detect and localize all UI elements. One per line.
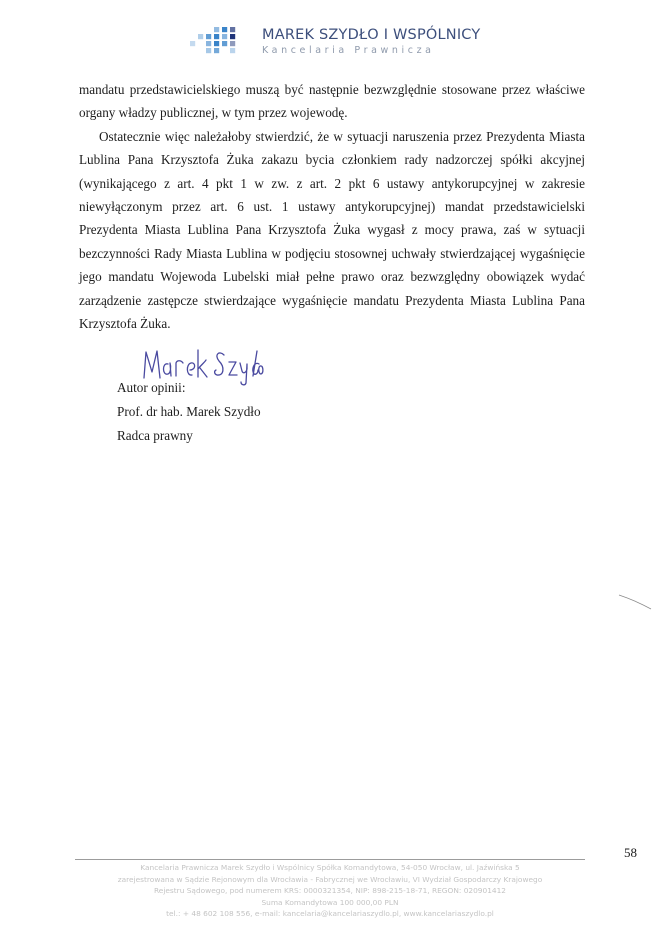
- page-number: 58: [624, 845, 637, 860]
- logo-square: [222, 34, 227, 39]
- author-block: [117, 376, 261, 448]
- logo-square: [230, 34, 235, 39]
- paragraph-conclusion: Ostatecznie więc należałoby stwierdzić, że w sytuacji naruszenia przez Prezydenta Miasta Lublina Pana Krzysztofa Żuka zakazu bycia członkiem rady nadzorczej spółki akcyjnej (wynikającego z art. 4 pkt 1 w zw. z art. 2 pkt 6 ustawy antykorupcyjnej w zakresie niewyłączonym przez art. 6 ust. 1 ustawy antykorupcyjnej) mandat przedstawicielski Prezydenta Miasta Lublina Pana Krzysztofa Żuka wygasł z mocy prawa, zaś w sytuacji bezczynności Rady Miasta Lublina w podjęciu stosownej uchwały stwierdzającej wygaśnięcie jego mandatu Wojewoda Lubelski miał pełne prawo oraz bezwzględny obowiązek wydać zarządzenie zastępcze stwierdzające wygaśnięcie mandatu Prezydenta Miasta Lublina Pana Krzysztofa Żuka.: [79, 128, 585, 332]
- footer-line: Suma Komandytowa 100 000,00 PLN: [261, 897, 399, 907]
- author-label: Autor opinii:: [117, 380, 186, 395]
- company-logo: [188, 26, 240, 56]
- logo-square: [206, 48, 211, 53]
- logo-square: [214, 34, 219, 39]
- brand-block: [262, 27, 480, 56]
- document-body: [79, 78, 585, 335]
- footer-line: zarejestrowana w Sądzie Rejonowym dla Wrocławia - Fabrycznej we Wrocławiu, VI Wydział Gospodarczy Krajowego: [117, 874, 543, 884]
- author-name: Prof. dr hab. Marek Szydło: [117, 404, 261, 419]
- footer-divider: [75, 859, 585, 860]
- logo-square: [230, 41, 235, 46]
- logo-square: [222, 41, 227, 46]
- logo-square: [230, 27, 235, 32]
- logo-square: [214, 41, 219, 46]
- footer-line: Kancelaria Prawnicza Marek Szydło i Wspólnicy Spółka Komandytowa, 54-050 Wrocław, ul. Jaźwińska 5: [140, 863, 520, 872]
- scan-artifact-mark: [618, 593, 654, 611]
- logo-square: [230, 48, 235, 53]
- logo-square: [190, 41, 195, 46]
- footer-line: Rejestru Sądowego, pod numerem KRS: 0000321354, NIP: 898-215-18-71, REGON: 020901412: [153, 886, 507, 896]
- logo-square: [214, 48, 219, 53]
- brand-subtitle: Kancelaria Prawnicza: [262, 45, 435, 56]
- logo-square: [206, 41, 211, 46]
- logo-square: [206, 34, 211, 39]
- logo-square: [198, 34, 203, 39]
- author-title: Radca prawny: [117, 428, 193, 443]
- logo-square: [222, 27, 227, 32]
- paragraph-continuation: mandatu przedstawicielskiego muszą być następnie bezwzględnie stosowane przez właściwe organy władzy publicznej, w tym przez wojewodę.: [79, 82, 585, 121]
- brand-name: MAREK SZYDŁO I WSPÓLNICY: [262, 27, 481, 43]
- footer: [80, 862, 580, 920]
- footer-line: tel.: + 48 602 108 556, e-mail: kancelaria@kancelariaszydlo.pl, www.kancelariaszydlo.pl: [166, 909, 494, 919]
- logo-square: [214, 27, 219, 32]
